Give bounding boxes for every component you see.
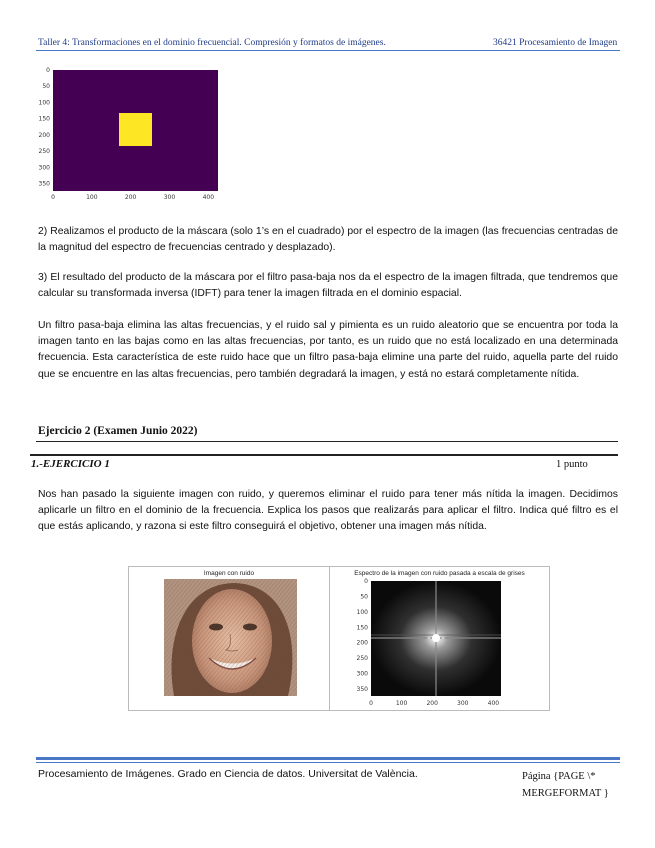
y-tick-label: 0	[46, 67, 50, 74]
spectrum-center-peak	[432, 634, 440, 642]
y-tick-label: 350	[356, 686, 368, 694]
x-tick-label: 400	[202, 194, 215, 201]
x-tick-label: 100	[395, 700, 408, 707]
spectrum-noise-peak-right	[442, 637, 445, 640]
paragraph-low-pass-explanation: Un filtro pasa-baja elimina las altas frecuencias, y el ruido sal y pimienta es un ruido aleatorio que se encuentra por toda la imagen tanto en las bajas como en las altas frecuencias, por tanto, es un ruido que no está localizado en una determinada frecuencia. Esta característica de este ruido hace que un filtro pasa-baja elimine una parte del ruido, aquella parte del ruido que se encuentre en las altas frecuencias, pero también degradará la imagen, y está no estará completamente nítida.	[38, 320, 618, 380]
spectrum-plot	[341, 577, 541, 709]
header-left: Taller 4: Transformaciones en el dominio frecuencial. Compresión y formatos de imágenes.	[38, 38, 386, 48]
x-tick-label: 200	[426, 700, 438, 707]
x-tick-label: 400	[487, 700, 500, 707]
exercise-statement: Nos han pasado la siguiente imagen con ruido, y queremos eliminar el ruido para tener más nítida la imagen. Decidimos aplicarle un filtro en el dominio de la frecuencia. Explica los pasos que realizarás para aplicar el filtro. Indica qué filtro es el que estás aplicando, y razona si este filtro conseguirá el objetivo, obtener una imagen más nítida.	[38, 489, 618, 533]
header-rule	[36, 50, 620, 51]
y-tick-label: 100	[356, 608, 368, 616]
figure-frame	[128, 566, 550, 711]
x-tick-label: 100	[86, 194, 98, 201]
y-tick-label: 150	[356, 624, 368, 632]
y-tick-label: 300	[356, 670, 368, 678]
y-tick-label: 300	[38, 164, 50, 172]
mask-plot	[30, 64, 235, 204]
exercise-subtitle-rule	[30, 454, 618, 456]
exercise-title-rule	[36, 441, 618, 442]
exercise-points: 1 punto	[556, 459, 588, 470]
footer-rule-thick	[36, 757, 620, 760]
y-tick-label: 150	[38, 115, 50, 123]
mask-square	[119, 113, 152, 146]
x-tick-label: 0	[51, 194, 55, 201]
header-right: 36421 Procesamiento de Imagen	[493, 38, 618, 48]
y-tick-label: 200	[356, 639, 368, 647]
footer-text: Procesamiento de Imágenes. Grado en Ciencia de datos. Universitat de València.	[38, 768, 418, 780]
y-tick-label: 50	[360, 593, 368, 601]
y-tick-label: 0	[364, 578, 368, 585]
x-tick-label: 300	[163, 194, 176, 201]
y-tick-label: 50	[42, 83, 50, 91]
y-tick-label: 250	[38, 148, 50, 156]
x-tick-label: 300	[457, 700, 469, 707]
noisy-image-title: Imagen con ruido	[203, 570, 255, 577]
spectrum-title: Espectro de la imagen con ruido pasada a escala de grises	[354, 570, 525, 577]
paragraph-step-3: 3) El resultado del producto de la máscara por el filtro pasa-baja nos da el espectro de la imagen filtrada, que tendremos que calcular su transformada inversa (IDFT) para tener la imagen filtrada en el dominio espacial.	[38, 272, 618, 300]
x-tick-label: 0	[369, 700, 373, 707]
exercise-subtitle: 1.-EJERCICIO 1	[31, 458, 110, 470]
noisy-face-image	[164, 579, 297, 696]
spectrum-noise-peak-left	[428, 637, 431, 640]
y-tick-label: 250	[356, 655, 368, 663]
footer-rule-thin	[36, 762, 620, 763]
y-tick-label: 200	[38, 131, 50, 139]
y-tick-label: 100	[38, 99, 50, 107]
exercise-title: Ejercicio 2 (Examen Junio 2022)	[38, 425, 198, 437]
paragraph-step-2: 2) Realizamos el producto de la máscara (solo 1’s en el cuadrado) por el espectro de la imagen (las frecuencias centradas de la magnitud del espectro de frecuencias centrado y desplazado).	[38, 226, 618, 254]
footer-page-field: Página {PAGE \* MERGEFORMAT }	[522, 771, 609, 799]
figure-divider	[329, 567, 330, 710]
x-tick-label: 200	[124, 194, 137, 201]
y-tick-label: 350	[38, 180, 50, 188]
